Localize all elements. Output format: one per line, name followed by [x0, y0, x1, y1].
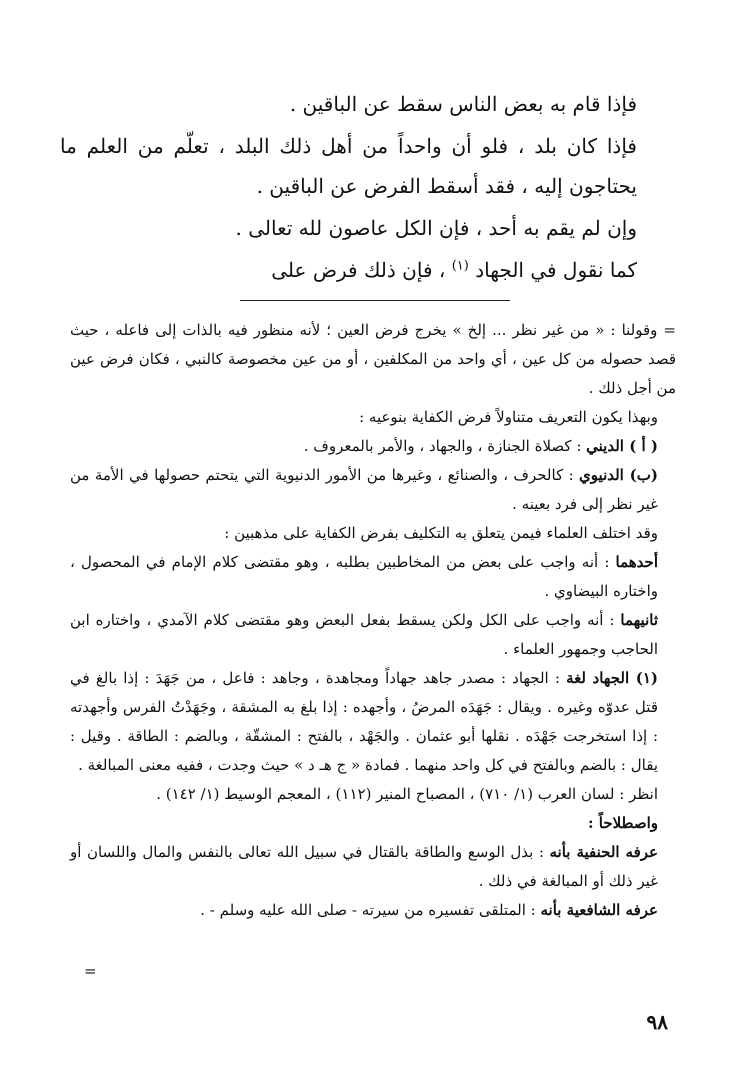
- main-paragraph-4-end: ، فإن ذلك فرض على: [271, 258, 446, 282]
- main-paragraph-2: فإذا كان بلد ، فلو أن واحداً من أهل ذلك البلد ، تعلّم من العلم ما يحتاجون إليه ، فقد أسقط الفرض عن الباقين .: [60, 134, 637, 198]
- main-paragraph-3: وإن لم يقم به أحد ، فإن الكل عاصون لله تعالى .: [235, 216, 637, 240]
- note-jihad-lexical-text: : الجهاد : مصدر جاهد جهاداً ومجاهدة ، وجاهد : فاعل ، من جَهَدَ : إذا بالغ في قتل عدوّه وغيره . ويقال : جَهَدَه المرضُ ، وأجهده : إذا بلغ به المشقة ، وجَهَدْتُ الفرس وأجهدته : إذا استخرجت جَهْدَه . نقلها أبو عثمان . والجَهْد ، بالفتح : المشقّة ، وبالضم : الطاقة . وقيل : يقال : بالضم وبالفتح في كل واحد منهما . فمادة « ج هـ د » حيث وجدت ، ففيه معنى المبالغة .: [70, 669, 658, 774]
- note-hanafi: [70, 838, 676, 896]
- note-religious: [70, 432, 676, 461]
- note-shafii-label: عرفه الشافعية بأنه: [540, 901, 658, 919]
- note-definition-types: وبهذا يكون التعريف متناولاً فرض الكفاية بنوعيه :: [359, 408, 658, 426]
- footnotes: [70, 316, 676, 925]
- note-continuation: = وقولنا : « من غير نظر ... إلخ » يخرج فرض العين ؛ لأنه منظور فيه بالذات إلى فاعله ، حيث قصد حصوله من كل عين ، أي واحد من المكلفين ، أو من عين مخصوصة كالنبي ، فكان فرض عين من أجل ذلك .: [70, 321, 676, 397]
- note-jihad-lexical: [70, 664, 676, 780]
- note-jihad-lexical-label: (١) الجهاد لغة: [566, 669, 658, 687]
- note-first-view-text: : أنه واجب على بعض من المخاطبين بطلبه ، وهو مقتضى كلام الإمام في المحصول ، واختاره البيضاوي .: [70, 553, 658, 600]
- note-references: انظر : لسان العرب (١/ ٧١٠) ، المصباح المنير (١١٢) ، المعجم الوسيط (١/ ١٤٢) .: [156, 785, 658, 803]
- note-shafii: [70, 896, 676, 925]
- note-first-view: [70, 548, 676, 606]
- note-worldly-text: : كالحرف ، والصنائع ، وغيرها من الأمور الدنيوية التي يتحتم حصولها في الأمة من غير نظر إلى فرد بعينه .: [70, 466, 658, 513]
- footnote-divider: [240, 300, 510, 301]
- main-paragraph-1: فإذا قام به بعض الناس سقط عن الباقين .: [289, 92, 637, 116]
- note-worldly-label: (ب) الدنيوي: [579, 466, 659, 484]
- note-shafii-text: : المتلقى تفسيره من سيرته - صلى الله عليه وسلم - .: [200, 901, 536, 919]
- continuation-mark: =: [84, 962, 97, 980]
- note-technical: [70, 809, 676, 838]
- note-religious-text: : كصلاة الجنازة ، والجهاد ، والأمر بالمعروف .: [303, 437, 582, 455]
- note-first-view-label: أحدهما: [615, 553, 658, 571]
- note-scholars-differ: وقد اختلف العلماء فيمن يتعلق به التكليف بفرض الكفاية على مذهبين :: [224, 524, 658, 542]
- note-technical-label: واصطلاحاً :: [587, 814, 658, 832]
- note-worldly: [70, 461, 676, 519]
- note-second-view-text: : أنه واجب على الكل ولكن يسقط بفعل البعض وهو مقتضى كلام الآمدي ، واختاره ابن الحاجب وجمهور العلماء .: [70, 611, 658, 658]
- footnote-ref-1[interactable]: (١): [451, 258, 469, 274]
- main-paragraph-4-start: كما نقول في الجهاد: [475, 258, 637, 282]
- main-paragraph-4: [60, 250, 671, 290]
- main-text: [60, 84, 671, 290]
- note-religious-label: ( أ ) الديني: [586, 437, 658, 455]
- note-hanafi-text: : بذل الوسع والطاقة بالقتال في سبيل الله تعالى بالنفس والمال واللسان أو غير ذلك أو المبالغة في ذلك .: [70, 843, 658, 890]
- note-second-view: [70, 606, 676, 664]
- note-second-view-label: ثانيهما: [620, 611, 658, 629]
- note-hanafi-label: عرفه الحنفية بأنه: [549, 843, 658, 861]
- page-number: ٩٨: [646, 1010, 668, 1034]
